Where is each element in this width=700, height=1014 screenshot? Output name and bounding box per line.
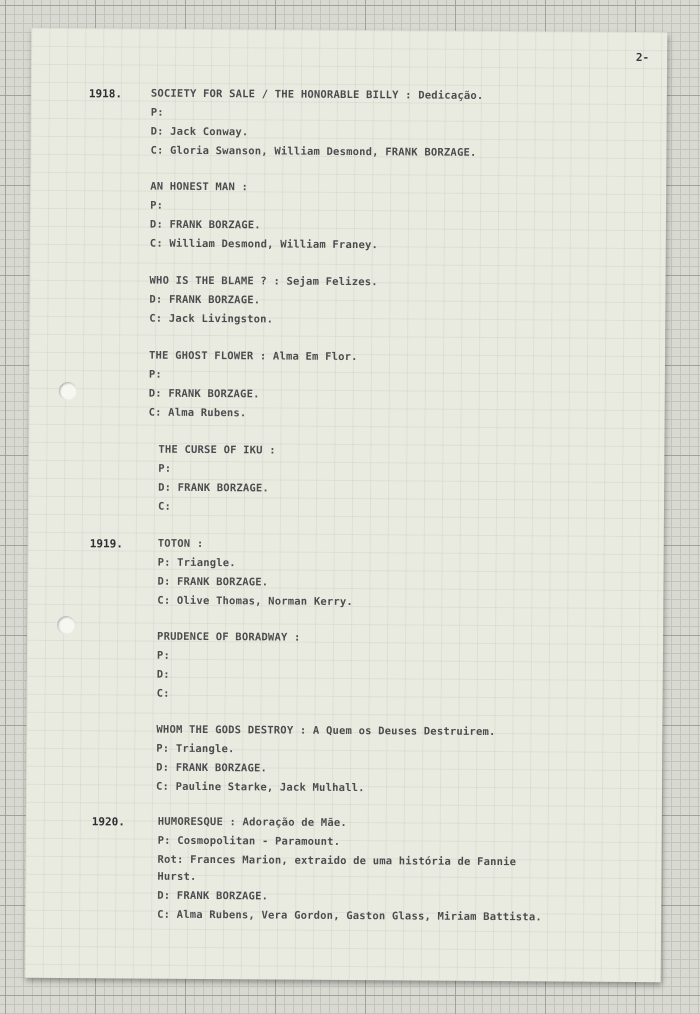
punch-hole-bottom <box>57 616 75 634</box>
director-line: D: <box>156 668 170 681</box>
director-line: D: FRANK BORZAGE. <box>149 218 261 232</box>
film-title: PRUDENCE OF BORADWAY : <box>157 630 301 644</box>
cast-line: C: <box>157 500 172 513</box>
director-line: D: FRANK BORZAGE. <box>157 889 269 903</box>
cast-line: C: <box>156 687 170 700</box>
punch-hole-top <box>59 382 77 400</box>
director-line: D: FRANK BORZAGE. <box>157 575 269 589</box>
producer-line: P: <box>158 462 172 475</box>
year-label: 1918. <box>88 87 123 101</box>
director-line: D: FRANK BORZAGE. <box>149 293 261 307</box>
cast-line: C: Jack Livingston. <box>149 312 274 326</box>
film-title: SOCIETY FOR SALE / THE HONORABLE BILLY : Dedicação. <box>150 87 484 102</box>
cast-line: C: Gloria Swanson, William Desmond, FRANK BORZAGE. <box>150 144 477 159</box>
film-title: THE GHOST FLOWER : Alma Em Flor. <box>148 349 358 364</box>
producer-line: P: <box>148 368 162 381</box>
film-title: WHO IS THE BLAME ? : Sejam Felizes. <box>149 274 378 289</box>
cast-line: C: Olive Thomas, Norman Kerry. <box>157 594 354 609</box>
director-line: D: FRANK BORZAGE. <box>148 387 260 401</box>
producer-line: P: Triangle. <box>157 556 236 570</box>
screenplay-line-continued: Hurst. <box>157 870 197 883</box>
film-title: HUMORESQUE : Adoração de Mãe. <box>157 815 347 830</box>
cast-line: C: Alma Rubens. <box>148 406 247 420</box>
year-label: 1920. <box>91 815 125 829</box>
film-title: WHOM THE GODS DESTROY : A Quem os Deuses Destruirem. <box>156 723 496 739</box>
producer-line: P: <box>150 106 164 119</box>
cast-line: C: Pauline Starke, Jack Mulhall. <box>155 780 365 795</box>
director-line: D: FRANK BORZAGE. <box>158 481 270 495</box>
film-title: THE CURSE OF IKU : <box>158 443 276 457</box>
year-label: 1919. <box>89 537 123 551</box>
film-title: AN HONEST MAN : <box>150 180 249 194</box>
cast-line: C: Alma Rubens, Vera Gordon, Gaston Glass, Miriam Battista. <box>157 908 542 924</box>
typed-page <box>25 28 668 982</box>
page-number: 2- <box>635 51 650 65</box>
cast-line: C: William Desmond, William Franey. <box>149 237 379 252</box>
producer-line: P: <box>156 649 171 662</box>
director-line: D: FRANK BORZAGE. <box>156 761 268 775</box>
producer-line: P: <box>150 199 164 212</box>
director-line: D: Jack Conway. <box>150 125 249 139</box>
producer-line: P: Triangle. <box>156 742 235 756</box>
producer-line: P: Cosmopolitan - Paramount. <box>157 834 341 848</box>
screenplay-line: Rot: Frances Marion, extraido de uma história de Fannie <box>157 853 517 869</box>
film-title: TOTON : <box>157 537 204 551</box>
